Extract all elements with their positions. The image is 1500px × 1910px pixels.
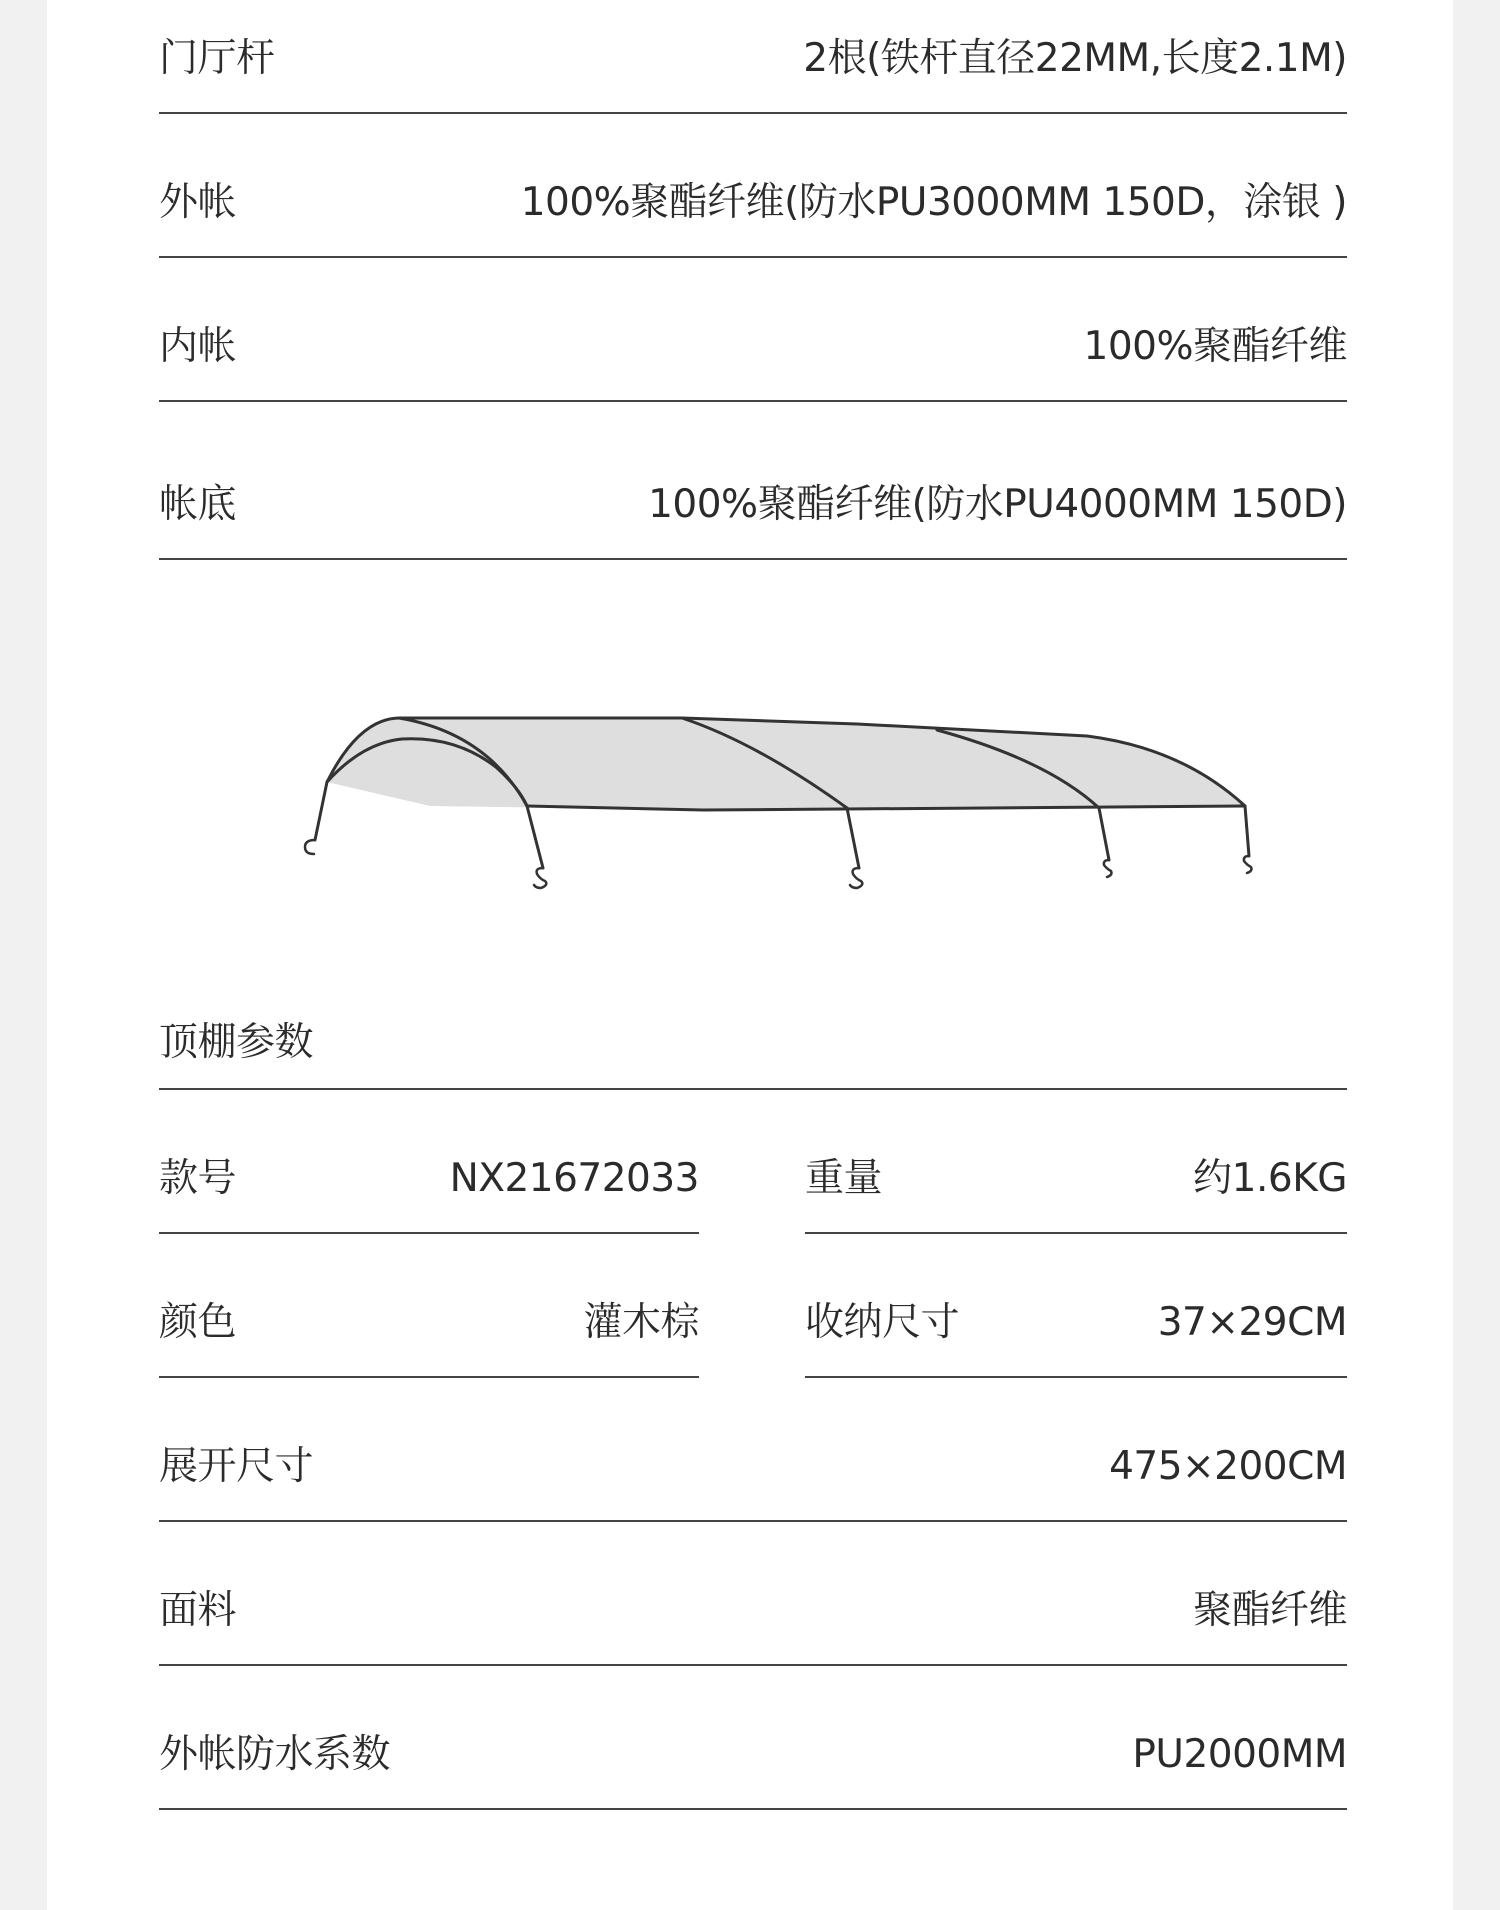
spec-label: 款号 bbox=[159, 1156, 237, 1201]
spec-value: PU2000MM bbox=[1132, 1732, 1347, 1777]
spec-label: 外帐防水系数 bbox=[159, 1732, 391, 1777]
spec-row-packed-size bbox=[805, 1234, 1347, 1378]
guy-line-5 bbox=[1245, 806, 1249, 856]
spec-value: 475×200CM bbox=[1109, 1444, 1347, 1489]
spec-row-waterproof-rating bbox=[159, 1666, 1347, 1810]
spec-label: 外帐 bbox=[159, 180, 237, 225]
spec-row-tent-floor bbox=[159, 402, 1347, 560]
spec-label: 颜色 bbox=[159, 1300, 237, 1345]
spec-label: 展开尺寸 bbox=[159, 1444, 314, 1489]
spec-value: 聚酯纤维 bbox=[1192, 1588, 1347, 1633]
stake-hook-icon bbox=[305, 840, 315, 854]
spec-value: 2根(铁杆直径22MM,长度2.1M) bbox=[803, 36, 1347, 81]
guy-line-2 bbox=[527, 806, 543, 868]
spec-value: NX21672033 bbox=[449, 1156, 699, 1201]
spec-value: 约1.6KG bbox=[1193, 1156, 1347, 1201]
product-spec-page bbox=[47, 0, 1453, 1910]
spec-row-open-size bbox=[159, 1378, 1347, 1522]
section-title: 顶棚参数 bbox=[159, 1020, 314, 1065]
stake-hook-icon bbox=[1244, 856, 1252, 873]
stake-hook-icon bbox=[1104, 860, 1112, 877]
spec-row-color bbox=[159, 1234, 699, 1378]
spec-label: 收纳尺寸 bbox=[805, 1300, 960, 1345]
spec-value: 100%聚酯纤维(防水PU3000MM 150D，涂银 ) bbox=[520, 180, 1347, 225]
spec-value: 100%聚酯纤维(防水PU4000MM 150D) bbox=[648, 482, 1347, 527]
stake-hook-icon bbox=[534, 868, 546, 888]
spec-row-fabric bbox=[159, 1522, 1347, 1666]
canopy-section-title-row bbox=[159, 1020, 1347, 1090]
canopy-fabric bbox=[327, 718, 1245, 810]
spec-label: 门厅杆 bbox=[159, 36, 275, 81]
spec-value: 灌木棕 bbox=[583, 1300, 699, 1345]
guy-line-1 bbox=[315, 782, 327, 840]
spec-row-inner-tent bbox=[159, 258, 1347, 402]
spec-row-weight bbox=[805, 1090, 1347, 1234]
spec-label: 帐底 bbox=[159, 482, 237, 527]
spec-label: 重量 bbox=[805, 1156, 883, 1201]
guy-line-3 bbox=[847, 808, 859, 868]
spec-value: 100%聚酯纤维 bbox=[1083, 324, 1347, 369]
guy-line-4 bbox=[1099, 808, 1109, 860]
canopy-tent-illustration bbox=[247, 688, 1347, 938]
spec-row-vestibule-poles bbox=[159, 0, 1347, 114]
spec-row-outer-tent bbox=[159, 114, 1347, 258]
spec-row-model bbox=[159, 1090, 699, 1234]
spec-label: 面料 bbox=[159, 1588, 237, 1633]
spec-label: 内帐 bbox=[159, 324, 237, 369]
spec-value: 37×29CM bbox=[1157, 1300, 1347, 1345]
stake-hook-icon bbox=[850, 868, 862, 888]
